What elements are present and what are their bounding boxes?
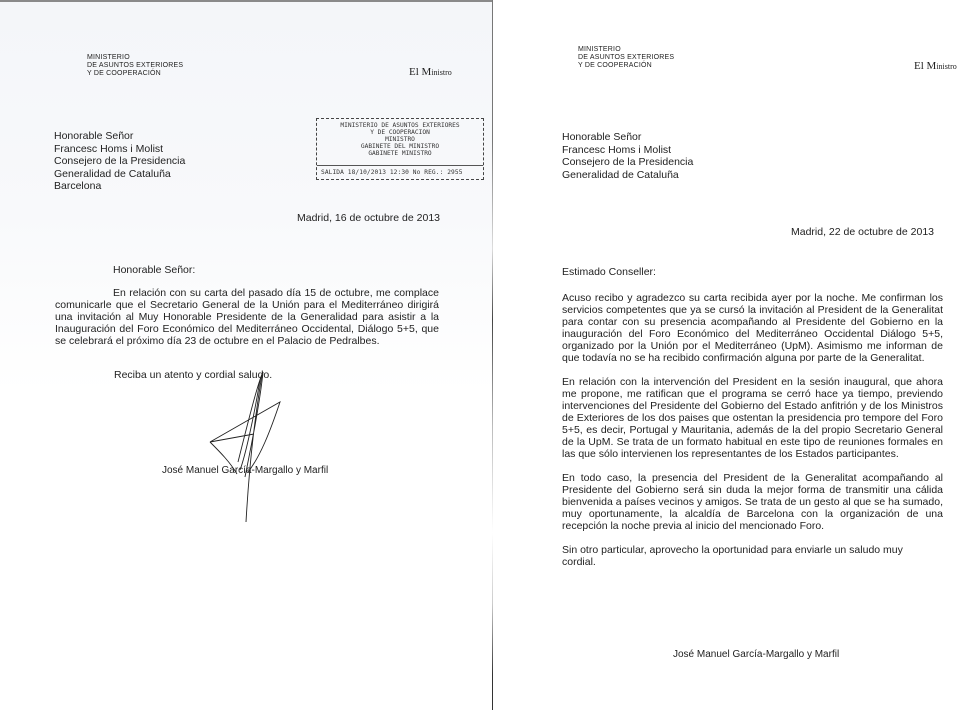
letter-body: [55, 287, 439, 347]
body-paragraph: Acuso recibo y agradezco su carta recibida ayer por la noche. Me confirman los servicios competentes que ya se cursó la invitación al President de la Generalitat para contar con su presencia acompañando al Presidente del Gobierno en la inauguración del Foro Económico del Mediterráneo Occidental Diálogo 5+5, organizado por la Unión por el Mediterráneo (UpM). Asimismo me informan de que todavía no se ha recibido confirmación alguna por parte de la Generalitat.: [562, 292, 943, 364]
stamp-line: Y DE COOPERACION: [370, 129, 430, 136]
ministry-line: DE ASUNTOS EXTERIORES: [578, 54, 675, 61]
body-paragraph: Sin otro particular, aprovecho la oportunidad para enviarle un saludo muy cordial.: [562, 544, 903, 568]
closing-line: Reciba un atento y cordial saludo.: [114, 369, 273, 381]
stamp-line: MINISTERIO DE ASUNTOS EXTERIORES: [340, 122, 460, 129]
recipient-line: Consejero de la Presidencia: [562, 156, 694, 168]
ministry-line: DE ASUNTOS EXTERIORES: [87, 62, 184, 69]
minister-title: [914, 60, 957, 72]
title-rest: inistro: [936, 62, 957, 71]
ministry-line: Y DE COOPERACIÓN: [578, 62, 652, 69]
recipient-line: Generalidad de Cataluña: [54, 167, 171, 180]
signer-name: José Manuel García-Margallo y Marfil: [673, 649, 840, 660]
stamp-line: GABINETE MINISTRO: [368, 150, 432, 157]
registry-stamp: [316, 118, 484, 180]
title-prefix: El: [409, 66, 419, 78]
body-paragraph: En relación con su carta del pasado día 15 de octubre, me complace comunicarle que el Secretario General de la Unión para el Mediterráneo dirigirá una invitación al Muy Honorable Presidente de la Generalidad para asistir a la Inauguración del Foro Económico del Mediterráneo Occidental, Diálogo 5+5, que se celebrará el próximo día 23 de octubre en el Palacio de Pedralbes.: [55, 287, 439, 347]
recipient-block: [54, 130, 185, 193]
recipient-line: Barcelona: [54, 180, 102, 192]
letter-date: Madrid, 22 de octubre de 2013: [791, 226, 935, 238]
handwritten-signature-icon: [190, 362, 310, 522]
recipient-line: Honorable Señor: [562, 131, 642, 143]
letter-date: Madrid, 16 de octubre de 2013: [297, 212, 441, 224]
title-rest: inistro: [431, 68, 452, 77]
title-initial: M: [421, 66, 432, 78]
letter-22-october: [493, 0, 980, 710]
stamp-line: MINISTRO: [385, 136, 415, 143]
stamp-line: GABINETE DEL MINISTRO: [360, 143, 440, 150]
ministry-letterhead: [87, 54, 183, 78]
signer-name: José Manuel García-Margallo y Marfil: [162, 465, 329, 476]
body-paragraph: En relación con la intervención del President en la sesión inaugural, que ahora me propone, me ratifican que el programa se cerró hace ya tiempo, previendo intervenciones del Presidente del Gobierno del Estado anfitrión y de los Ministros de Exteriores de los dos paises que ostentan la presidencia pro tempore del Foro 5+5, es decir, Portugal y Mauritania, además de la del propio Secretario General de la UpM. Se trata de un formato habitual en este tipo de reuniones formales en las que sólo intervienen los representantes de los Estados participantes.: [562, 376, 943, 460]
ministry-line: MINISTERIO: [87, 54, 130, 61]
salutation: Honorable Señor:: [113, 264, 196, 276]
recipient-line: Generalidad de Cataluña: [562, 168, 679, 181]
recipient-line: Francesc Homs i Molist: [54, 142, 164, 155]
minister-title: [409, 66, 452, 78]
recipient-line: Honorable Señor: [54, 130, 134, 142]
salutation: Estimado Conseller:: [562, 266, 656, 278]
title-prefix: El: [914, 60, 924, 72]
letter-body: [562, 292, 943, 568]
recipient-line: Francesc Homs i Molist: [562, 143, 672, 156]
ministry-line: MINISTERIO: [578, 46, 621, 53]
recipient-line: Consejero de la Presidencia: [54, 155, 186, 167]
ministry-line: Y DE COOPERACIÓN: [87, 70, 161, 77]
stamp-exit-record: SALIDA 18/10/2013 12:30 No REG.: 2955: [317, 165, 483, 179]
recipient-block: [562, 131, 693, 181]
body-paragraph: En todo caso, la presencia del President de la Generalitat acompañando al Presidente del Gobierno será sin duda la mejor forma de transmitir una cálida bienvenida a países vecinos y amigos. Se trata de un gesto al que se ha sumado, muy oportunamente, la alcaldía de Barcelona con la organización de una recepción la noche previa al inicio del mencionado Foro.: [562, 472, 943, 532]
ministry-letterhead: [578, 46, 674, 70]
title-initial: M: [926, 60, 937, 72]
